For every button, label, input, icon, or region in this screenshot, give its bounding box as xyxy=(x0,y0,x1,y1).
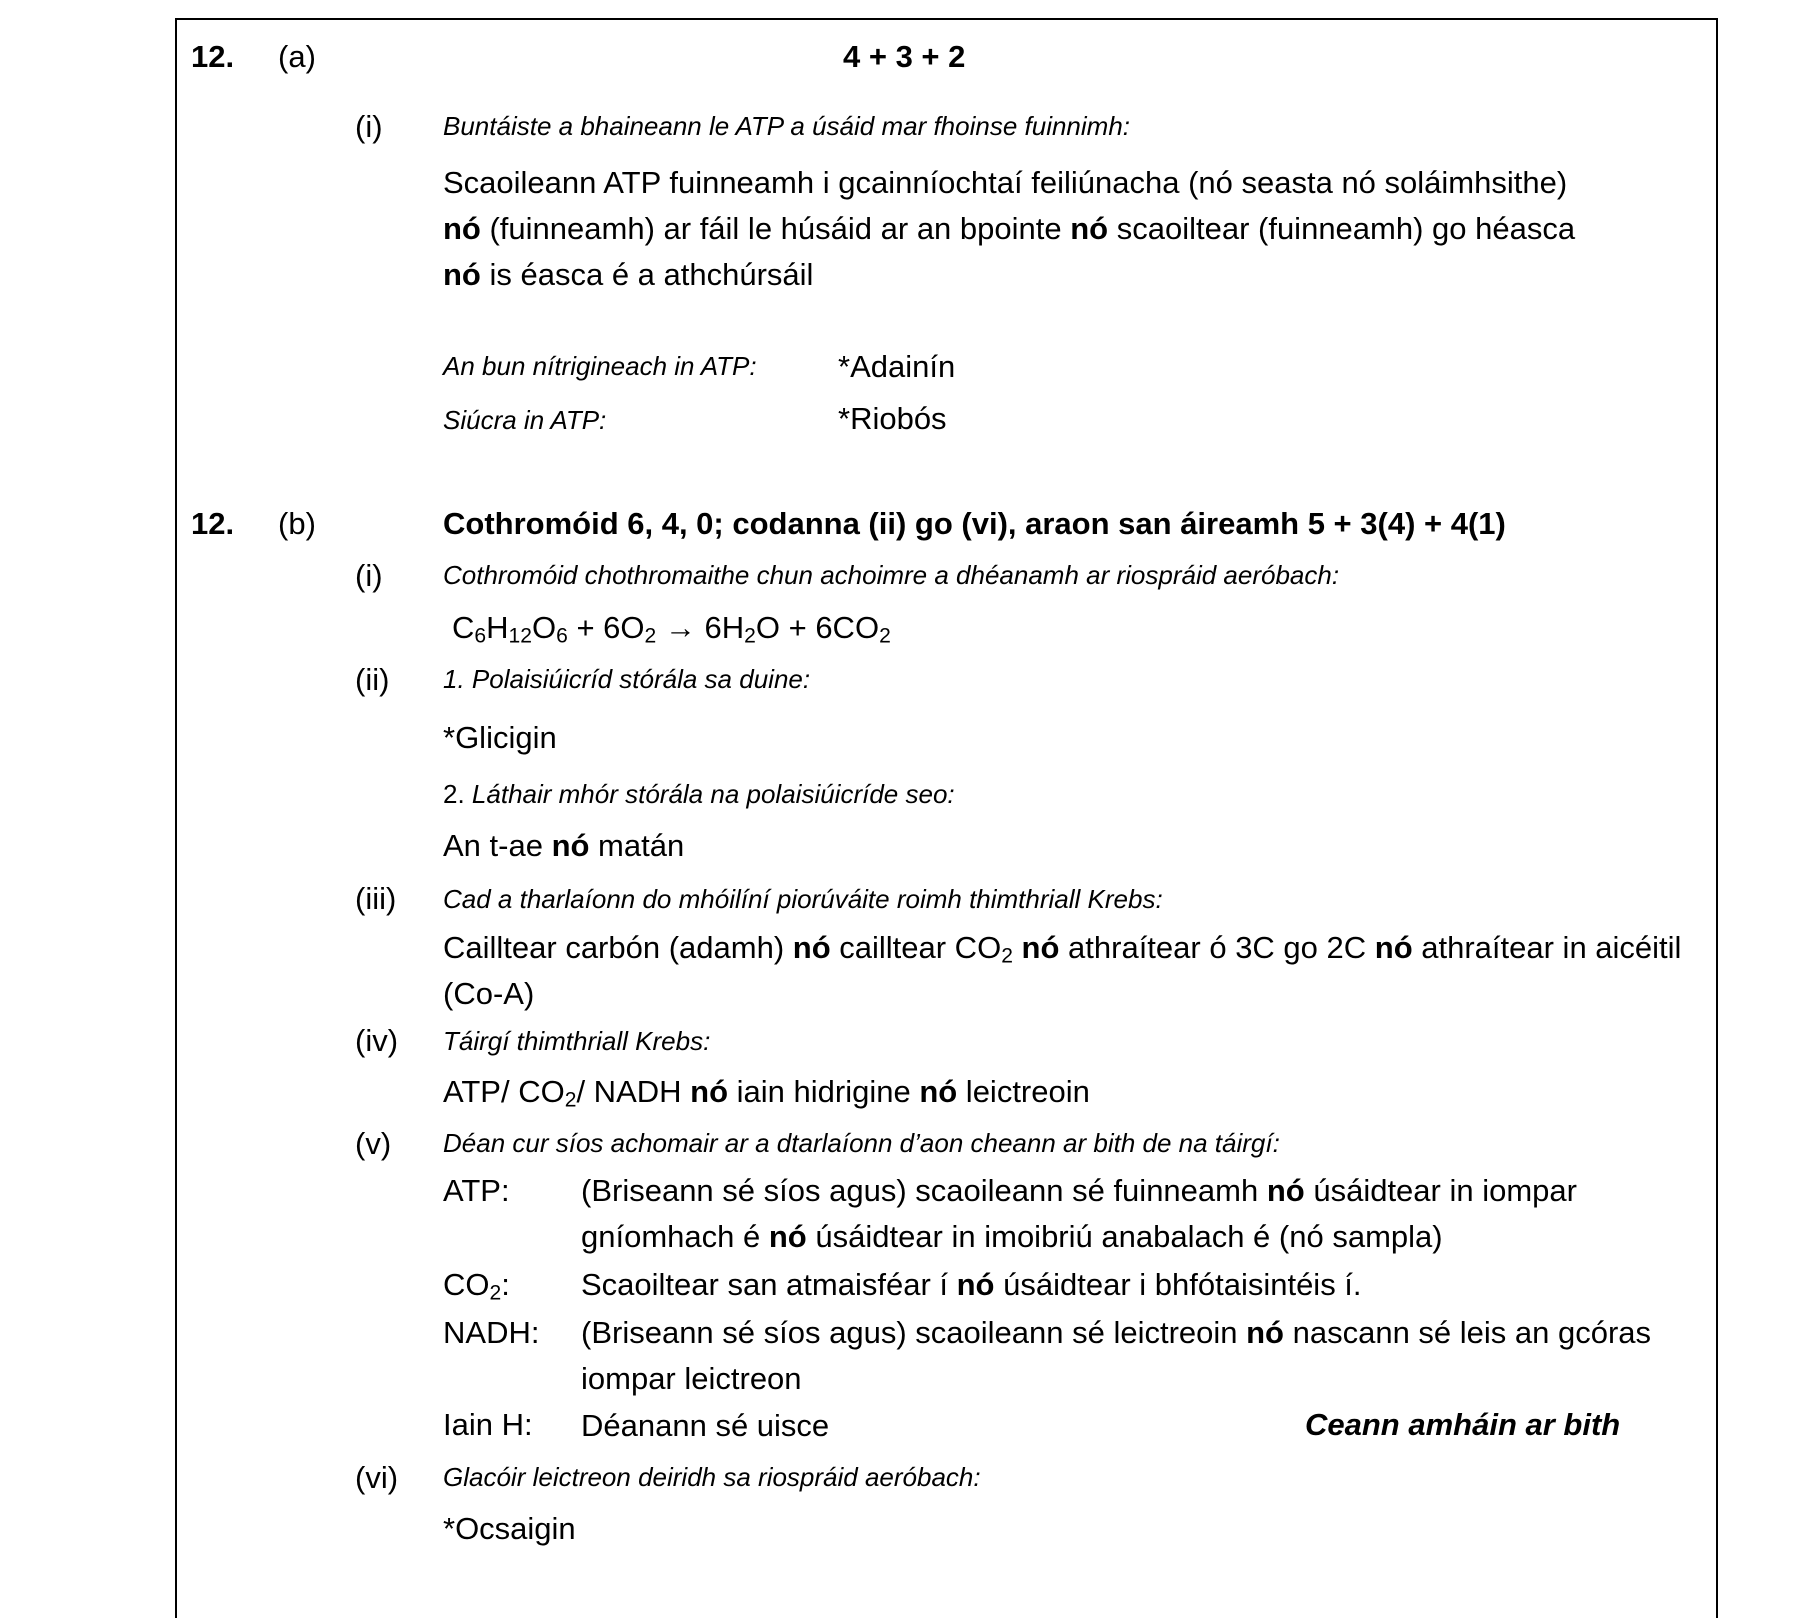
question-prompt: Glacóir leictreon deiridh sa riospráid aeróbach: xyxy=(443,1462,981,1492)
base-prompt: An bun nítrigineach in ATP: xyxy=(443,351,757,381)
marks-allocation: 4 + 3 + 2 xyxy=(843,39,966,74)
question-prompt: Táirgí thimthriall Krebs: xyxy=(443,1026,711,1056)
sugar-prompt: Siúcra in ATP: xyxy=(443,405,607,435)
product-label-co2: $CO_2$: xyxy=(443,1267,510,1305)
any-one-note: Ceann amháin ar bith xyxy=(1305,1407,1621,1442)
respiration-equation: $C_6H_{12}O_6 + 6O_2 \to 6H_2O + 6CO_2$ xyxy=(452,610,891,648)
subpart-numeral: (ii) xyxy=(355,662,390,697)
sugar-answer: *Riobós xyxy=(838,401,947,436)
question-prompt: Buntáiste a bhaineann le ATP a úsáid mar fhoinse fuinnimh: xyxy=(443,111,1131,141)
subpart-numeral: (vi) xyxy=(355,1460,399,1495)
product-label-h-ions: Iain H: xyxy=(443,1407,533,1442)
subpart-numeral: (i) xyxy=(355,109,383,144)
subpart-numeral: (iv) xyxy=(355,1023,399,1058)
product-label-nadh: NADH: xyxy=(443,1315,540,1350)
nadh-description: (Briseann sé síos agus) scaoileann sé leictreoin nó nascann sé leis an gcóras iompar leictreon xyxy=(581,1315,1652,1396)
question-prompt: 2. Láthair mhór stórála na polaisiúicríde seo: xyxy=(443,779,955,809)
base-answer: *Adainín xyxy=(838,349,956,384)
answer-text: *Glicigin xyxy=(443,720,557,755)
question-prompt: Déan cur síos achomair ar a dtarlaíonn d’aon cheann ar bith de na táirgí: xyxy=(443,1128,1280,1158)
answer-text: Cailltear carbón (adamh) nó cailltear $CO_2$ nó athraítear ó 3C go 2C nó athraítear in aicéitil (Co-A) xyxy=(443,930,1682,1011)
subpart-numeral: (i) xyxy=(355,558,383,593)
atp-description: (Briseann sé síos agus) scaoileann sé fuinneamh nó úsáidtear in iompar gníomhach é nó úsáidtear in imoibriú anabalach é (nó sampla) xyxy=(581,1173,1577,1254)
answer-text: ATP/ $CO_2/$ NADH nó iain hidrigine nó leictreoin xyxy=(443,1074,1090,1112)
co2-description: Scaoiltear san atmaisféar í nó úsáidtear i bhfótaisintéis í. xyxy=(581,1267,1362,1302)
question-prompt: 1. Polaisiúicríd stórála sa duine: xyxy=(443,664,811,694)
marks-heading: Cothromóid 6, 4, 0; codanna (ii) go (vi), araon san áireamh 5 + 3(4) + 4(1) xyxy=(443,506,1506,541)
question-prompt: Cothromóid chothromaithe chun achoimre a dhéanamh ar riospráid aeróbach: xyxy=(443,560,1340,590)
subpart-numeral: (v) xyxy=(355,1126,392,1161)
question-number: 12. xyxy=(191,506,235,541)
h-ions-description: Déanann sé uisce xyxy=(581,1408,830,1443)
question-part-label: (a) xyxy=(278,39,316,74)
question-prompt: Cad a tharlaíonn do mhóilíní piorúváite roimh thimthriall Krebs: xyxy=(443,884,1163,914)
answer-text: *Ocsaigin xyxy=(443,1511,576,1546)
question-number: 12. xyxy=(191,39,235,74)
answer-text: An t-ae nó matán xyxy=(443,828,685,863)
answer-text: Scaoileann ATP fuinneamh i gcainníochtaí feiliúnacha (nó seasta nó soláimhsithe) nó (fuinneamh) ar fáil le húsáid ar an bpointe nó scaoiltear (fuinneamh) go héasca nó is éasca é a athchúrsáil xyxy=(443,165,1576,292)
subpart-numeral: (iii) xyxy=(355,881,397,916)
product-label-atp: ATP: xyxy=(443,1173,510,1208)
question-part-label: (b) xyxy=(278,506,316,541)
